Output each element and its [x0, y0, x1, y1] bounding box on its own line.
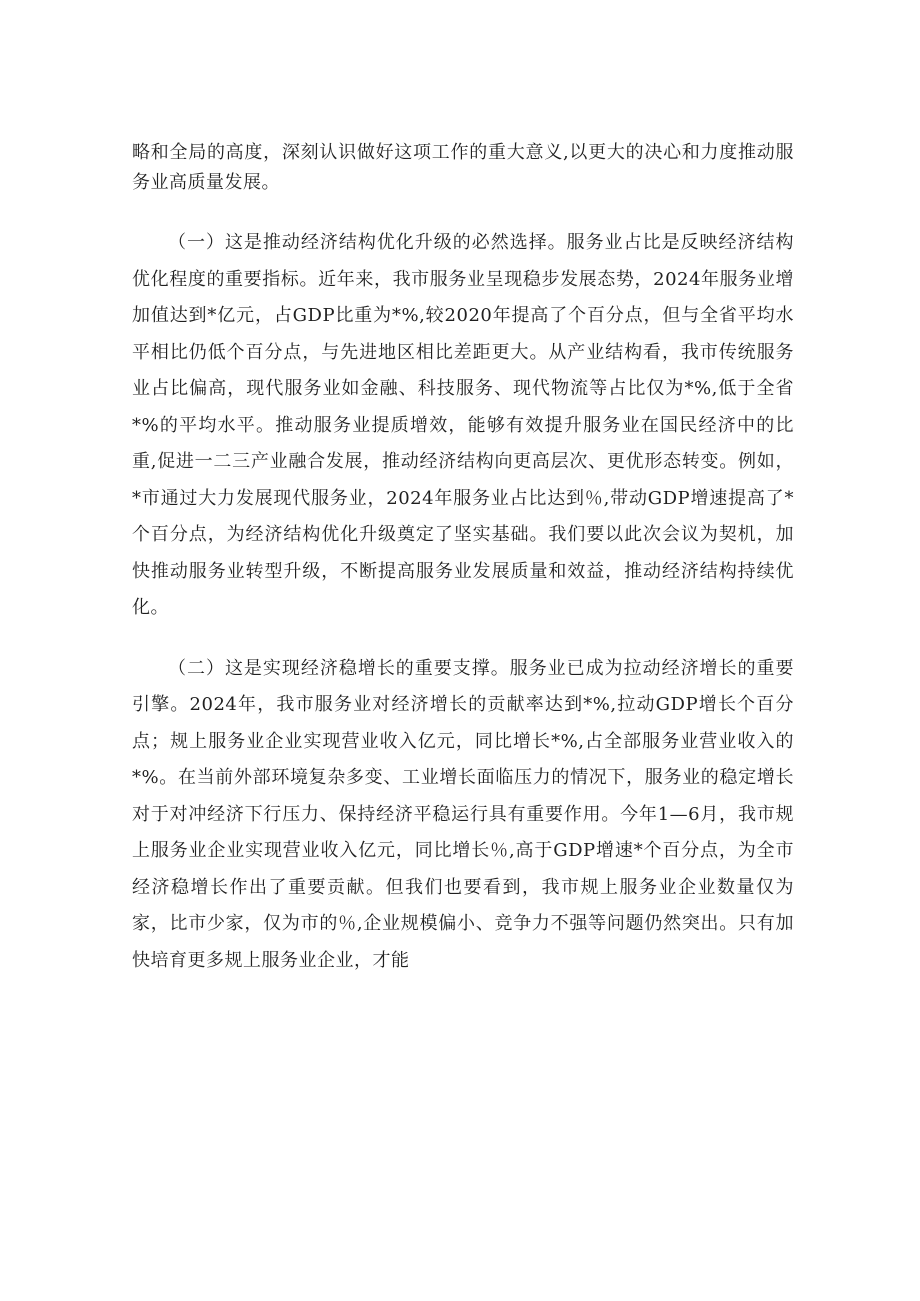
document-body [132, 138, 794, 979]
paragraph-section-one: （一）这是推动经济结构优化升级的必然选择。服务业占比是反映经济结构优化程度的重要指标。近年来，我市服务业呈现稳步发展态势，2024年服务业增加值达到*亿元，占GDP比重为*%,较2020年提高了个百分点，但与全省平均水平相比仍低个百分点，与先进地区相比差距更大。从产业结构看，我市传统服务业占比偏高，现代服务业如金融、科技服务、现代物流等占比仅为*%,低于全省*%的平均水平。推动服务业提质增效，能够有效提升服务业在国民经济中的比重,促进一二三产业融合发展，推动经济结构向更高层次、更优形态转变。例如，*市通过大力发展现代服务业，2024年服务业占比达到％,带动GDP增速提高了*个百分点，为经济结构优化升级奠定了坚实基础。我们要以此次会议为契机，加快推动服务业转型升级，不断提高服务业发展质量和效益，推动经济结构持续优化。 [132, 232, 794, 618]
paragraph-continuation: 略和全局的高度，深刻认识做好这项工作的重大意义,以更大的决心和力度推动服务业高质量发展。 [132, 142, 794, 193]
paragraph-section-two: （二）这是实现经济稳增长的重要支撑。服务业已成为拉动经济增长的重要引擎。2024年，我市服务业对经济增长的贡献率达到*%,拉动GDP增长个百分点；规上服务业企业实现营业收入亿元，同比增长*%,占全部服务业营业收入的*%。在当前外部环境复杂多变、工业增长面临压力的情况下，服务业的稳定增长对于对冲经济下行压力、保持经济平稳运行具有重要作用。今年1—6月，我市规上服务业企业实现营业收入亿元，同比增长％,高于GDP增速*个百分点，为全市经济稳增长作出了重要贡献。但我们也要看到，我市规上服务业企业数量仅为家，比市少家，仅为市的％,企业规模偏小、竞争力不强等问题仍然突出。只有加快培育更多规上服务业企业，才能 [132, 657, 794, 971]
